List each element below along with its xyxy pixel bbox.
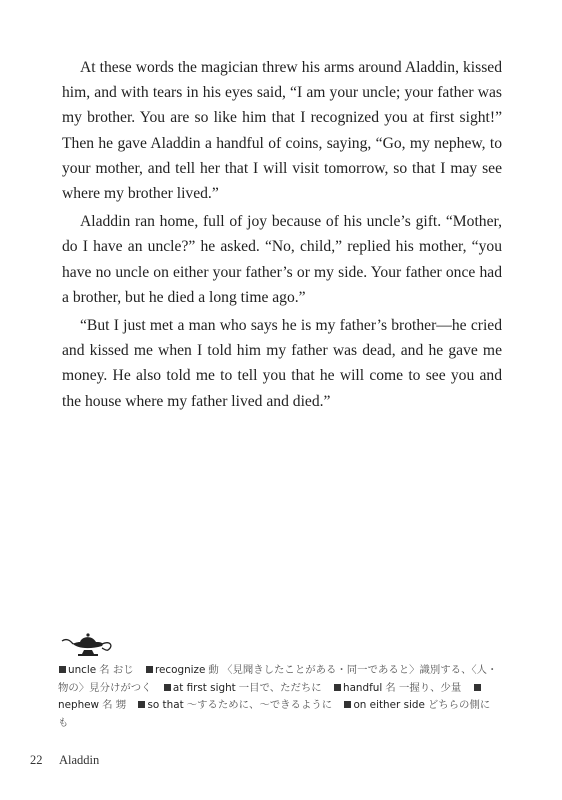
magic-lamp-icon [58,632,116,660]
story-text [62,55,502,417]
glossary-term: handful [342,681,383,694]
glossary-item [58,664,142,676]
glossary-definition: 名 おじ [99,664,134,676]
bullet-square-icon [344,701,351,708]
glossary-term: recognize [154,664,206,676]
story-paragraph: Aladdin ran home, full of joy because of his uncle’s gift. “Mother, do I have an uncle?” he asked. “No, child,” replied his mother, “you have no uncle on either your father’s or my side. Your father once had a brother, but he died a long time ago.” [62,213,502,306]
bullet-square-icon [59,666,66,673]
page-number: 22 [30,753,43,767]
glossary-definition: 名 甥 [102,699,127,711]
glossary-definition: 一目で、ただちに [238,681,322,694]
bullet-square-icon [164,684,171,691]
bullet-square-icon [146,666,153,673]
glossary-definition: 〜するために、〜できるように [186,699,333,711]
bullet-square-icon [334,684,341,691]
glossary-term: on either side [353,699,425,711]
story-paragraph: “But I just met a man who says he is my father’s brother—he cried and kissed me when I told him my father was dead, and he gave me money. He also told me to tell you that he will come to see you and the house where my father lived and died.” [62,317,502,410]
bullet-square-icon [138,701,145,708]
glossary-term: so that [147,699,184,711]
glossary [58,662,504,732]
glossary-item [137,699,340,711]
glossary-definition: 名 一握り、少量 [385,681,462,694]
glossary-definition: 動 〈見聞きしたことがある・同一であると〉識別する、〈人・物の〉見分けがつく [58,664,498,694]
glossary-definition: どちらの側にも [58,699,491,729]
story-paragraph: At these words the magician threw his arms around Aladdin, kissed him, and with tears in his eyes said, “I am your uncle; your father was my brother. You are so like him that I recognized you at first sight!” Then he gave Aladdin a handful of coins, saying, “Go, my nephew, to your mother, and tell her that I will visit tomorrow, so that I may see where my brother lived.” [62,59,502,203]
glossary-item [163,682,330,694]
glossary-term: nephew [58,699,100,711]
page-footer [30,753,99,768]
running-title: Aladdin [58,753,100,767]
glossary-item [333,682,469,694]
glossary-term: uncle [68,664,97,676]
bullet-square-icon [474,684,481,691]
glossary-term: at first sight [172,681,236,694]
